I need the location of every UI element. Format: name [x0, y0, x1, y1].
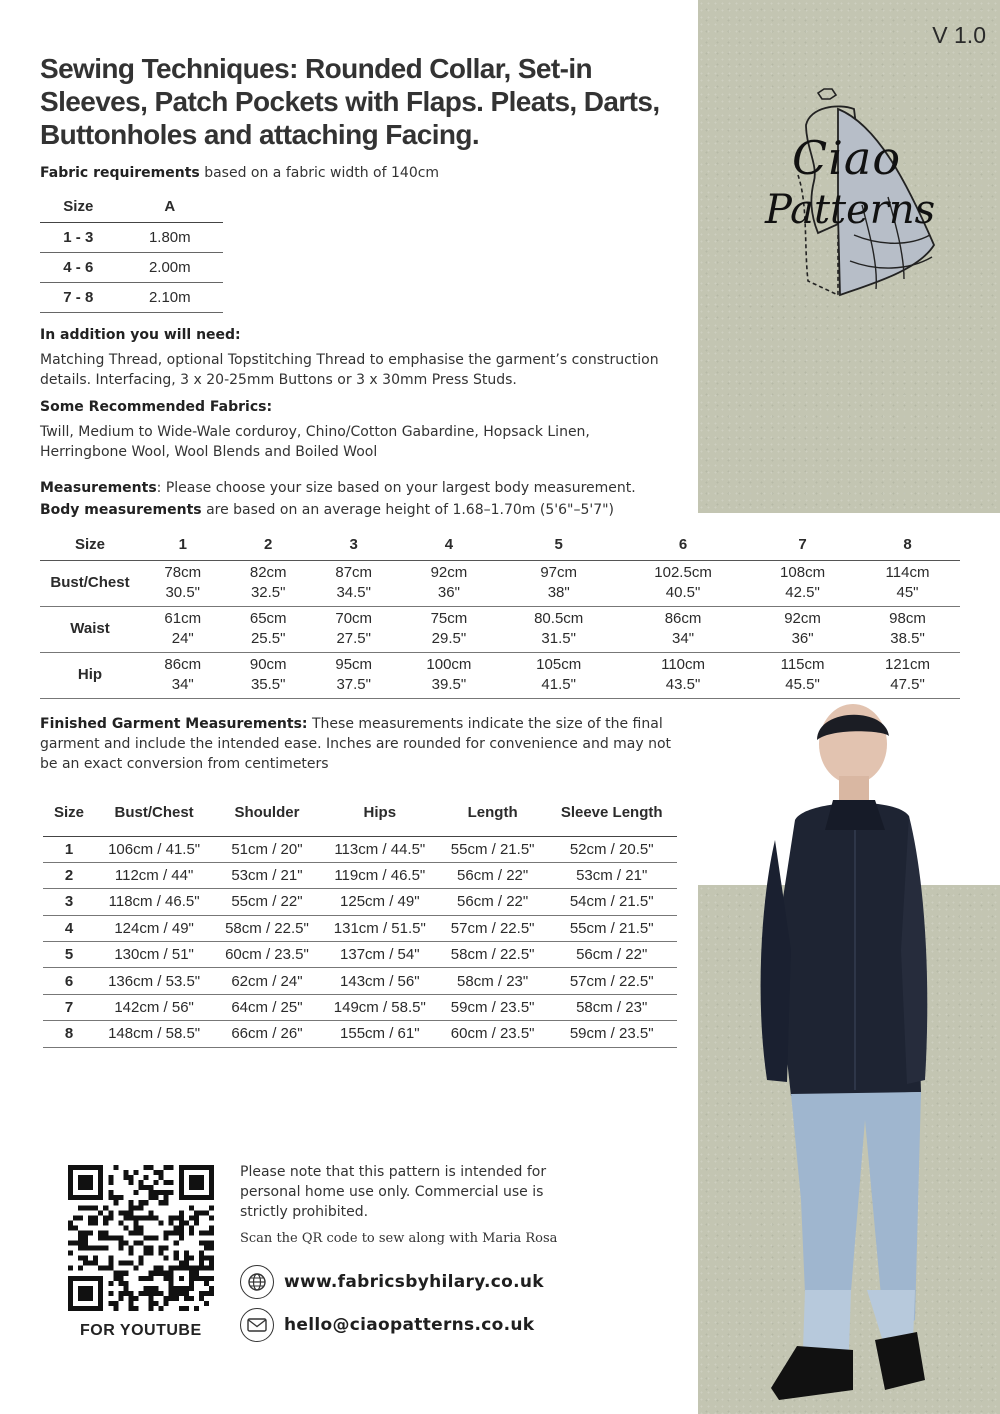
body-cell [855, 560, 960, 606]
finished-cell: 55cm / 21.5" [439, 836, 546, 862]
cm-value: 86cm [664, 610, 702, 627]
finished-cell: 131cm / 51.5" [321, 915, 439, 941]
fabric-size: 1 - 3 [40, 222, 117, 252]
finished-cell: 142cm / 56" [95, 994, 213, 1020]
finished-size: 3 [43, 889, 95, 915]
table-row [40, 252, 223, 282]
inch-value: 30.5" [165, 584, 200, 601]
table-row [43, 862, 677, 888]
table-row [40, 222, 223, 252]
body-cell [140, 560, 225, 606]
finished-garment-text [40, 714, 690, 774]
cm-value: 65cm [249, 610, 287, 627]
website-link[interactable]: www.fabricsbyhilary.co.uk [284, 1272, 544, 1292]
addition-text: Matching Thread, optional Topstitching Thread to emphasise the garment’s construction details. Interfacing, 3 x 20-25mm Buttons or 3 x 30mm Press Studs. [40, 352, 659, 388]
cm-value: 108cm [780, 564, 826, 581]
finished-header-hips: Hips [321, 790, 439, 836]
body-cell [855, 652, 960, 698]
finished-cell: 106cm / 41.5" [95, 836, 213, 862]
cm-value: 75cm [430, 610, 468, 627]
finished-cell: 118cm / 46.5" [95, 889, 213, 915]
inch-value: 40.5" [665, 584, 701, 601]
logo-text-ciao: Ciao [792, 131, 902, 185]
fabric-size: 4 - 6 [40, 252, 117, 282]
finished-cell: 52cm / 20.5" [546, 836, 677, 862]
body-header-size-2: 2 [225, 530, 310, 560]
finished-cell: 112cm / 44" [95, 862, 213, 888]
body-measurement-table [40, 530, 960, 699]
body-cell [140, 606, 225, 652]
measurements-line-1 [40, 478, 636, 498]
cm-value: 114cm [885, 564, 930, 581]
finished-size: 2 [43, 862, 95, 888]
body-cell [855, 606, 960, 652]
finished-size: 6 [43, 968, 95, 994]
body-header-size-1: 1 [140, 530, 225, 560]
website-contact[interactable] [240, 1265, 544, 1299]
finished-cell: 113cm / 44.5" [321, 836, 439, 862]
usage-note: Please note that this pattern is intended for personal home use only. Commercial use is strictly prohibited. [240, 1164, 547, 1220]
body-cell [501, 652, 616, 698]
body-cell [750, 560, 855, 606]
cm-value: 80.5cm [534, 610, 584, 627]
body-measurements-label: Body measurements [40, 502, 202, 518]
body-header-size-7: 7 [750, 530, 855, 560]
cm-value: 110cm [661, 656, 706, 673]
finished-cell: 51cm / 20" [213, 836, 320, 862]
finished-cell: 137cm / 54" [321, 942, 439, 968]
logo-text-patterns: Patterns [765, 187, 936, 233]
inch-value: 24" [171, 630, 194, 647]
body-header-size-6: 6 [616, 530, 750, 560]
cm-value: 92cm [430, 564, 468, 581]
finished-cell: 130cm / 51" [95, 942, 213, 968]
finished-cell: 57cm / 22.5" [439, 915, 546, 941]
cm-value: 100cm [426, 656, 472, 673]
body-header-size-4: 4 [396, 530, 501, 560]
finished-cell: 56cm / 22" [439, 862, 546, 888]
inch-value: 27.5" [336, 630, 371, 647]
finished-cell: 119cm / 46.5" [321, 862, 439, 888]
body-cell [396, 652, 501, 698]
version-label: V 1.0 [932, 22, 986, 48]
cm-value: 78cm [164, 564, 202, 581]
inch-value: 32.5" [250, 584, 286, 601]
finished-size: 8 [43, 1021, 95, 1047]
finished-cell: 56cm / 22" [546, 942, 677, 968]
measurements-detail: : Please choose your size based on your largest body measurement. [156, 480, 636, 496]
cm-value: 90cm [249, 656, 287, 673]
finished-cell: 58cm / 23" [546, 994, 677, 1020]
fabric-header-a: A [117, 192, 223, 222]
body-cell [396, 606, 501, 652]
cm-value: 105cm [536, 656, 582, 673]
cm-value: 98cm [889, 610, 926, 627]
finished-size: 5 [43, 942, 95, 968]
cm-value: 121cm [885, 656, 931, 673]
body-cell [311, 560, 396, 606]
inch-value: 47.5" [890, 676, 925, 693]
table-row [43, 889, 677, 915]
fabric-requirements-label: Fabric requirements [40, 165, 200, 181]
body-cell [225, 652, 310, 698]
body-cell [311, 652, 396, 698]
model-photo [735, 700, 935, 1414]
body-cell [311, 606, 396, 652]
body-cell [750, 652, 855, 698]
inch-value: 36" [791, 630, 814, 647]
inch-value: 35.5" [250, 676, 286, 693]
fabrics-heading: Some Recommended Fabrics: [40, 399, 273, 415]
inch-value: 36" [437, 584, 460, 601]
finished-size: 4 [43, 915, 95, 941]
cm-value: 70cm [335, 610, 373, 627]
measurements-label: Measurements [40, 480, 157, 496]
inch-value: 34" [672, 630, 695, 647]
table-row [43, 1021, 677, 1047]
finished-cell: 143cm / 56" [321, 968, 439, 994]
finished-cell: 136cm / 53.5" [95, 968, 213, 994]
cm-value: 102.5cm [654, 564, 712, 581]
email-link[interactable]: hello@ciaopatterns.co.uk [284, 1315, 535, 1335]
body-header-size-8: 8 [855, 530, 960, 560]
inch-value: 38.5" [890, 630, 925, 647]
table-row [43, 836, 677, 862]
finished-size: 1 [43, 836, 95, 862]
fabric-header-size: Size [40, 192, 117, 222]
finished-cell: 53cm / 21" [546, 862, 677, 888]
body-header-size: Size [40, 530, 140, 560]
body-cell [140, 652, 225, 698]
table-row [40, 282, 223, 312]
qr-code [68, 1165, 214, 1311]
finished-cell: 54cm / 21.5" [546, 889, 677, 915]
finished-cell: 53cm / 21" [213, 862, 320, 888]
fabric-amount: 1.80m [117, 222, 223, 252]
inch-value: 34.5" [336, 584, 371, 601]
inch-value: 39.5" [431, 676, 467, 693]
finished-cell: 60cm / 23.5" [439, 1021, 546, 1047]
inch-value: 29.5" [431, 630, 467, 647]
body-cell [616, 652, 750, 698]
table-row [43, 968, 677, 994]
scan-text: Scan the QR code to sew along with Maria Rosa [240, 1231, 558, 1246]
cm-value: 87cm [335, 564, 373, 581]
qr-label: FOR YOUTUBE [80, 1322, 202, 1339]
inch-value: 25.5" [250, 630, 286, 647]
inch-value: 38" [547, 584, 570, 601]
cm-value: 97cm [540, 564, 578, 581]
finished-cell: 66cm / 26" [213, 1021, 320, 1047]
inch-value: 45.5" [785, 676, 820, 693]
finished-cell: 64cm / 25" [213, 994, 320, 1020]
body-cell [396, 560, 501, 606]
finished-cell: 55cm / 21.5" [546, 915, 677, 941]
finished-garment-table [43, 790, 677, 1048]
finished-cell: 59cm / 23.5" [546, 1021, 677, 1047]
finished-cell: 124cm / 49" [95, 915, 213, 941]
body-header-size-3: 3 [311, 530, 396, 560]
table-row [43, 942, 677, 968]
body-row-label: Waist [40, 606, 140, 652]
fabric-size: 7 - 8 [40, 282, 117, 312]
inch-value: 37.5" [336, 676, 371, 693]
body-cell [750, 606, 855, 652]
table-row [43, 994, 677, 1020]
finished-cell: 55cm / 22" [213, 889, 320, 915]
table-row [43, 915, 677, 941]
table-row [40, 606, 960, 652]
finished-size: 7 [43, 994, 95, 1020]
addition-heading: In addition you will need: [40, 327, 241, 343]
fabric-amount: 2.00m [117, 252, 223, 282]
finished-cell: 56cm / 22" [439, 889, 546, 915]
body-cell [501, 606, 616, 652]
page-title: Sewing Techniques: Rounded Collar, Set-in Sleeves, Patch Pockets with Flaps. Pleats, Darts, Buttonholes and attaching Facing. [40, 53, 660, 150]
body-cell [225, 606, 310, 652]
body-cell [225, 560, 310, 606]
table-row [40, 560, 960, 606]
body-row-label: Bust/Chest [40, 560, 140, 606]
table-row [40, 652, 960, 698]
finished-cell: 59cm / 23.5" [439, 994, 546, 1020]
measurements-line-2 [40, 500, 614, 520]
body-cell [616, 606, 750, 652]
cm-value: 95cm [335, 656, 373, 673]
envelope-icon [240, 1308, 274, 1342]
inch-value: 43.5" [665, 676, 701, 693]
inch-value: 31.5" [541, 630, 576, 647]
cm-value: 92cm [784, 610, 821, 627]
body-header-size-5: 5 [501, 530, 616, 560]
body-cell [616, 560, 750, 606]
fabric-requirements-text [40, 163, 439, 183]
finished-header-length: Length [439, 790, 546, 836]
finished-garment-detail: These measurements indicate the size of the final garment and include the intended ease. Inches are rounded for convenience and may not be an exact conversion from centimeters [40, 716, 672, 772]
fabrics-text: Twill, Medium to Wide-Wale corduroy, Chino/Cotton Gabardine, Hopsack Linen, Herringbone Wool, Wool Blends and Boiled Wool [40, 424, 590, 460]
globe-icon [240, 1265, 274, 1299]
cm-value: 115cm [780, 656, 825, 673]
finished-cell: 58cm / 22.5" [439, 942, 546, 968]
inch-value: 34" [171, 676, 194, 693]
finished-cell: 149cm / 58.5" [321, 994, 439, 1020]
cm-value: 61cm [164, 610, 202, 627]
body-measurements-detail: are based on an average height of 1.68–1.70m (5'6"–5'7") [201, 502, 615, 518]
fabric-amount: 2.10m [117, 282, 223, 312]
finished-header-size: Size [43, 790, 95, 836]
body-row-label: Hip [40, 652, 140, 698]
finished-cell: 62cm / 24" [213, 968, 320, 994]
fabric-requirements-detail: based on a fabric width of 140cm [199, 165, 440, 181]
finished-garment-label: Finished Garment Measurements: [40, 716, 308, 732]
cm-value: 86cm [164, 656, 202, 673]
inch-value: 45" [896, 584, 919, 601]
inch-value: 42.5" [785, 584, 820, 601]
fabric-table [40, 192, 223, 313]
finished-cell: 57cm / 22.5" [546, 968, 677, 994]
finished-cell: 58cm / 22.5" [213, 915, 320, 941]
cm-value: 82cm [249, 564, 287, 581]
finished-cell: 148cm / 58.5" [95, 1021, 213, 1047]
finished-cell: 125cm / 49" [321, 889, 439, 915]
finished-cell: 60cm / 23.5" [213, 942, 320, 968]
finished-header-bust-chest: Bust/Chest [95, 790, 213, 836]
inch-value: 41.5" [541, 676, 576, 693]
finished-cell: 58cm / 23" [439, 968, 546, 994]
finished-cell: 155cm / 61" [321, 1021, 439, 1047]
body-cell [501, 560, 616, 606]
email-contact[interactable] [240, 1308, 534, 1342]
finished-header-shoulder: Shoulder [213, 790, 320, 836]
finished-header-sleeve-length: Sleeve Length [546, 790, 677, 836]
